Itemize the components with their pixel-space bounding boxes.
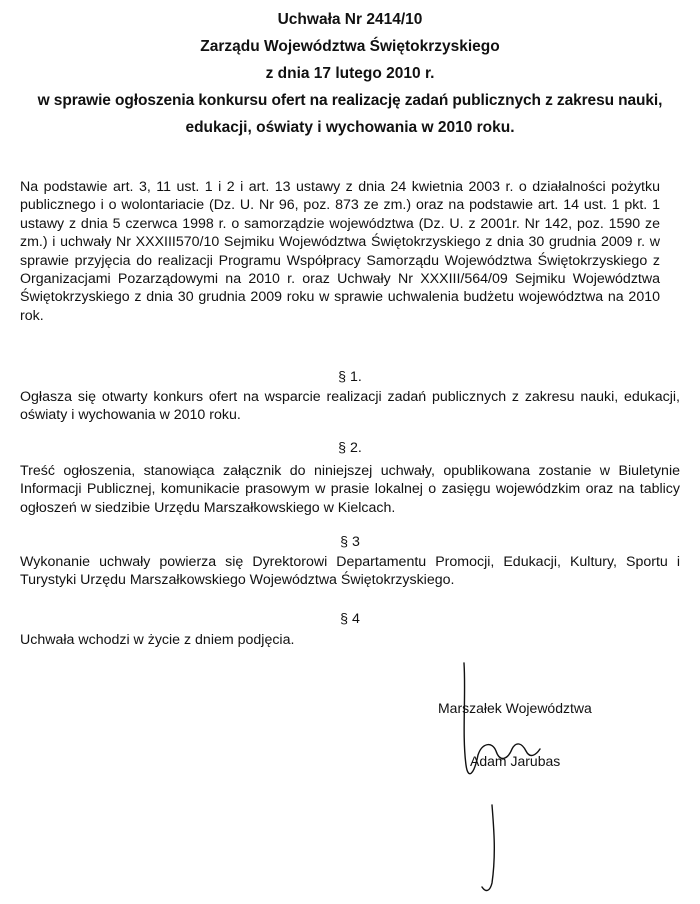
signatory-name: Adam Jarubas (470, 753, 561, 769)
section-4-heading: § 4 (340, 611, 360, 627)
subject-line-1: w sprawie ogłoszenia konkursu ofert na realizację zadań publicznych z zakresu nauki, (37, 92, 663, 109)
subject-line-2: edukacji, oświaty i wychowania w 2010 roku. (185, 119, 515, 136)
handwritten-signature (452, 655, 562, 895)
section-4-text: Uchwała wchodzi w życie z dniem podjęcia. (20, 632, 295, 648)
resolution-number: Uchwała Nr 2414/10 (277, 11, 423, 28)
resolution-date: z dnia 17 lutego 2010 r. (265, 65, 435, 82)
section-3-heading: § 3 (340, 534, 360, 550)
signatory-title: Marszałek Województwa (438, 700, 592, 716)
section-2-text: Treść ogłoszenia, stanowiąca załącznik do niniejszej uchwały, opublikowana zostanie w Biuletynie Informacji Publicznej, komunikacie prasowym w prasie lokalnej o zasięgu wojewódzkim oraz na tablicy ogłoszeń w siedzibie Urzędu Marszałkowskiego w Kielcach. (20, 463, 680, 516)
issuer: Zarządu Województwa Świętokrzyskiego (200, 38, 500, 55)
legal-basis-paragraph: Na podstawie art. 3, 11 ust. 1 i 2 i art. 13 ustawy z dnia 24 kwietnia 2003 r. o działalności pożytku publicznego i o wolontariacie (Dz. U. Nr 96, poz. 873 ze zm.) oraz na podstawie art. 14 ust. 1 pkt. 1 ustawy z dnia 5 czerwca 1998 r. o samorządzie województwa (Dz. U. z 2001r. Nr 142, poz. 1590 ze zm.) i uchwały Nr XXXIII570/10 Sejmiku Województwa Świętokrzyskiego z dnia 30 grudnia 2009 r. w sprawie przyjęcia do realizacji Programu Współpracy Samorządu Województwa Świętokrzyskiego z Organizacjami Pozarządowymi na 2010 r. oraz Uchwały Nr XXXIII/564/09 Sejmiku Województwa Świętokrzyskiego z dnia 30 grudnia 2009 roku w sprawie uchwalenia budżetu województwa na 2010 rok. (20, 179, 660, 324)
document-header (0, 6, 700, 141)
section-3-text: Wykonanie uchwały powierza się Dyrektorowi Departamentu Promocji, Edukacji, Kultury, Sportu i Turystyki Urzędu Marszałkowskiego Województwa Świętokrzyskiego. (20, 554, 680, 589)
section-1-heading: § 1. (338, 369, 362, 385)
section-2-heading: § 2. (338, 440, 362, 456)
section-1-text: Ogłasza się otwarty konkurs ofert na wsparcie realizacji zadań publicznych z zakresu nauki, edukacji, oświaty i wychowania w 2010 roku. (20, 389, 680, 424)
